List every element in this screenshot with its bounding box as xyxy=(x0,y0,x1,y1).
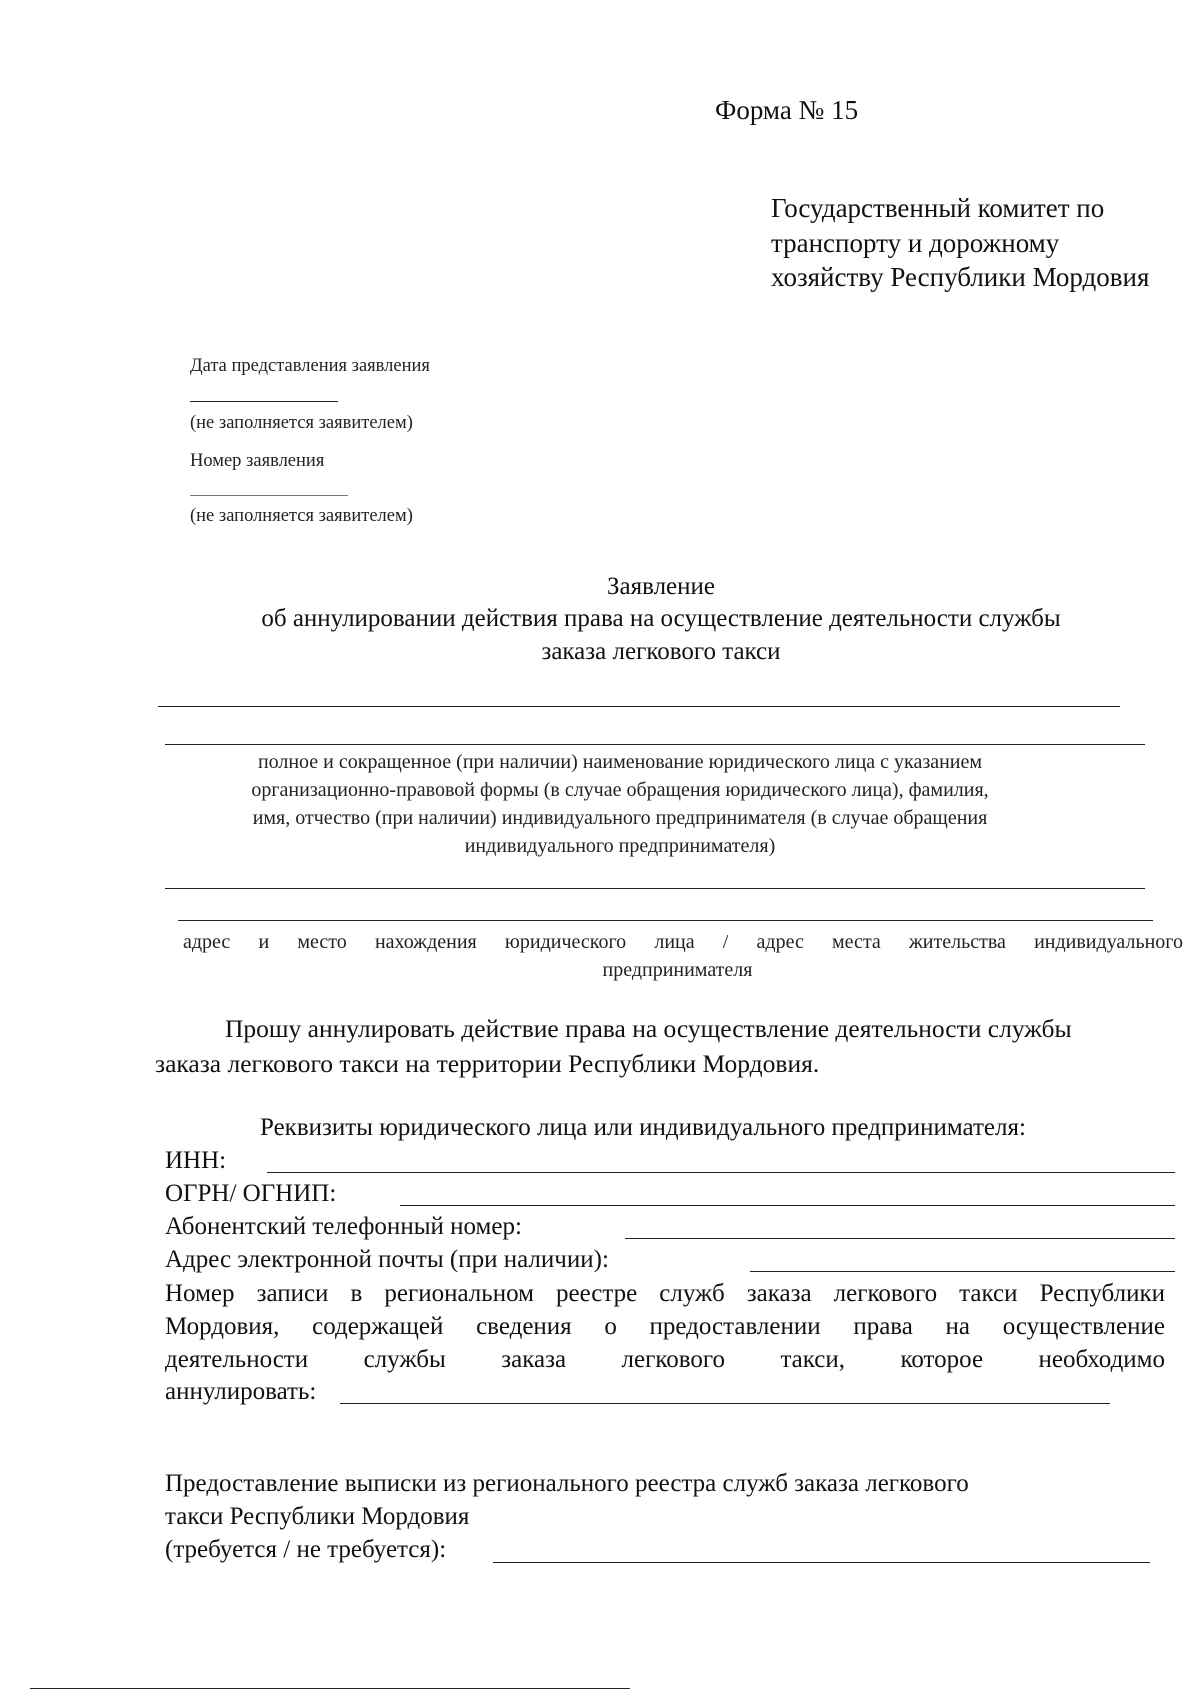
applicant-caption-2: организационно-правовой формы (в случае обращения юридического лица), фамилия, xyxy=(251,779,989,801)
registry-number-field[interactable] xyxy=(340,1403,1110,1404)
applicant-name-field-1[interactable] xyxy=(158,706,1120,707)
inn-field[interactable] xyxy=(267,1172,1175,1173)
address-caption-1: адрес и место нахождения юридического лица / адрес места жительства индивидуального xyxy=(183,931,1183,953)
request-line-2: заказа легкового такси на территории Республики Мордовия. xyxy=(155,1049,820,1078)
ogrn-label: ОГРН/ ОГНИП: xyxy=(165,1180,337,1207)
not-filled-note-2: (не заполняется заявителем) xyxy=(190,506,413,526)
inn-label: ИНН: xyxy=(165,1147,227,1174)
applicant-caption-3: имя, отчество (при наличии) индивидуального предпринимателя (в случае обращения xyxy=(252,807,988,829)
phone-field[interactable] xyxy=(625,1238,1175,1239)
registry-line-2: Мордовия, содержащей сведения о предоставлении права на осуществление xyxy=(165,1313,1165,1340)
request-line-1: Прошу аннулировать действие права на осуществление деятельности службы xyxy=(225,1014,1072,1043)
number-field[interactable] xyxy=(190,495,348,496)
email-field[interactable] xyxy=(750,1271,1175,1272)
extract-line-2: такси Республики Мордовия xyxy=(165,1503,470,1530)
applicant-name-field-2[interactable] xyxy=(165,744,1145,745)
extract-field[interactable] xyxy=(493,1562,1150,1563)
extract-line-3: (требуется / не требуется): xyxy=(165,1536,447,1563)
ogrn-field[interactable] xyxy=(400,1205,1175,1206)
phone-label: Абонентский телефонный номер: xyxy=(165,1213,522,1240)
not-filled-note-1: (не заполняется заявителем) xyxy=(190,413,413,433)
recipient-line-2: транспорту и дорожному xyxy=(771,228,1060,258)
doc-subtitle-1: об аннулировании действия права на осуществление деятельности службы xyxy=(261,605,1061,632)
date-label: Дата представления заявления xyxy=(190,356,430,376)
registry-line-1: Номер записи в региональном реестре служб заказа легкового такси Республики xyxy=(165,1280,1165,1307)
date-field[interactable] xyxy=(190,401,338,402)
applicant-caption-4: индивидуального предпринимателя) xyxy=(464,835,776,857)
recipient-line-3: хозяйству Республики Мордовия xyxy=(771,262,1150,292)
registry-line-3: деятельности службы заказа легкового такси, которое необходимо xyxy=(165,1346,1165,1373)
requisites-heading: Реквизиты юридического лица или индивидуального предпринимателя: xyxy=(260,1114,1026,1141)
recipient-line-1: Государственный комитет по xyxy=(771,193,1105,223)
address-caption-2: предпринимателя xyxy=(602,959,753,981)
registry-line-4: аннулировать: xyxy=(165,1378,317,1405)
doc-title: Заявление xyxy=(606,573,716,600)
address-field-2[interactable] xyxy=(178,920,1153,921)
form-number: Форма № 15 xyxy=(715,95,859,125)
doc-subtitle-2: заказа легкового такси xyxy=(541,638,781,665)
extract-line-1: Предоставление выписки из регионального реестра служб заказа легкового xyxy=(165,1470,969,1497)
email-label: Адрес электронной почты (при наличии): xyxy=(165,1246,609,1273)
applicant-caption-1: полное и сокращенное (при наличии) наименование юридического лица с указанием xyxy=(257,751,983,773)
footnote-divider xyxy=(30,1688,630,1689)
number-label: Номер заявления xyxy=(190,451,325,471)
address-field-1[interactable] xyxy=(165,888,1145,889)
